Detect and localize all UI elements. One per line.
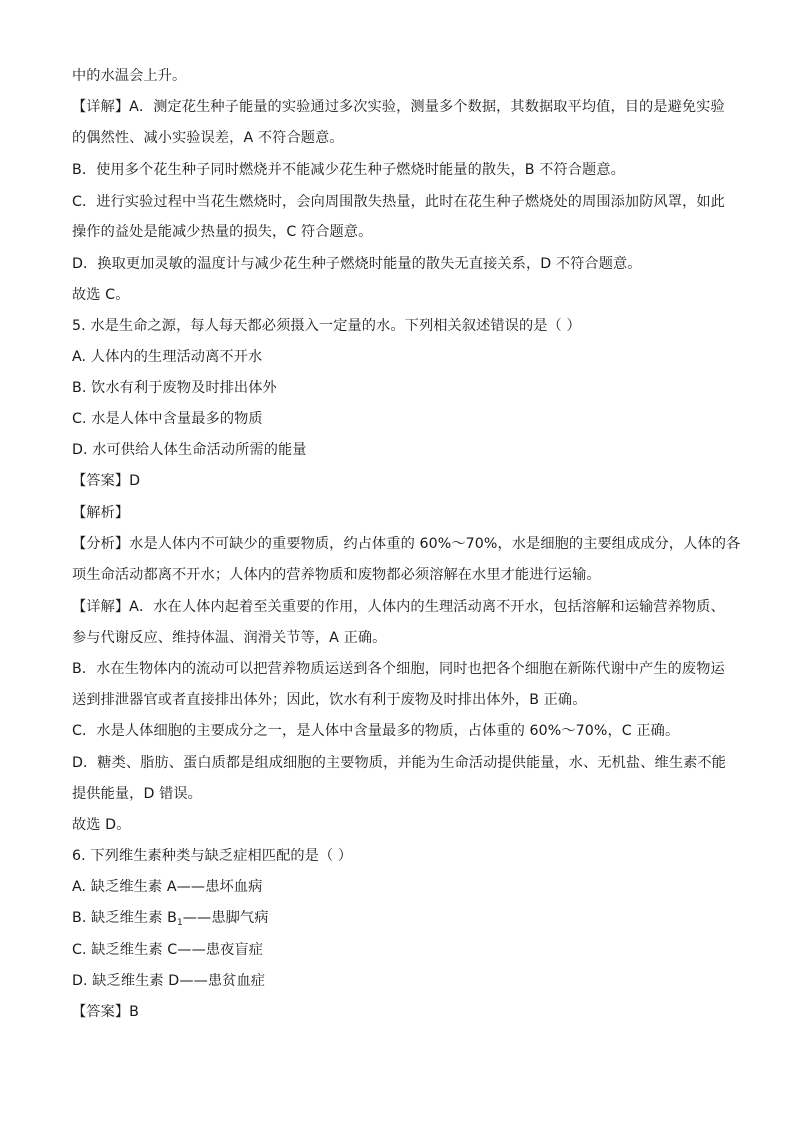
text-line: C．进行实验过程中当花生燃烧时，会向周围散失热量，此时在花生种子燃烧处的周围添加防风罩，如此 (72, 194, 725, 210)
question-5-option-b: B. 饮水有利于废物及时排出体外 (72, 380, 277, 396)
text-line: 中的水温会上升。 (72, 68, 187, 84)
question-6-answer: 【答案】B (72, 1004, 139, 1020)
text-line: 【分析】水是人体内不可缺少的重要物质，约占体重的 60%～70%，水是细胞的主要组成成分，人体的各 (72, 536, 741, 552)
text-line: 的偶然性、减小实验误差，A 不符合题意。 (72, 130, 344, 146)
option-b-suffix: ——患脚气病 (182, 910, 269, 926)
text-line: D．换取更加灵敏的温度计与减少花生种子燃烧时能量的散失无直接关系，D 不符合题意。 (72, 256, 642, 272)
question-6-option-d: D. 缺乏维生素 D——患贫血症 (72, 973, 266, 989)
text-line: C．水是人体细胞的主要成分之一，是人体中含量最多的物质，占体重的 60%～70%，C 正确。 (72, 723, 680, 739)
text-line: D．糖类、脂肪、蛋白质都是组成细胞的主要物质，并能为生命活动提供能量，水、无机盐、维生素不能 (72, 755, 726, 771)
text-line: B．使用多个花生种子同时燃烧并不能减少花生种子燃烧时能量的散失，B 不符合题意。 (72, 162, 625, 178)
text-line: 送到排泄器官或者直接排出体外；因此，饮水有利于废物及时排出体外，B 正确。 (72, 692, 587, 708)
text-line: 故选 D。 (72, 817, 131, 833)
question-6-stem: 6. 下列维生素种类与缺乏症相匹配的是（ ） (72, 848, 353, 864)
question-5-analysis-heading: 【解析】 (72, 505, 130, 521)
text-line: 【详解】A．测定花生种子能量的实验通过多次实验，测量多个数据，其数据取平均值，目的是避免实验 (72, 99, 725, 115)
text-line: 操作的益处是能减少热量的损失，C 符合题意。 (72, 224, 373, 240)
question-5-option-c: C. 水是人体中含量最多的物质 (72, 411, 263, 427)
text-line: 故选 C。 (72, 287, 130, 303)
question-6-option-c: C. 缺乏维生素 C——患夜盲症 (72, 942, 264, 958)
text-line: 项生命活动都离不开水；人体内的营养物质和废物都必须溶解在水里才能进行运输。 (72, 567, 601, 583)
text-line: 参与代谢反应、维持体温、润滑关节等，A 正确。 (72, 630, 387, 646)
text-line: 【详解】A．水在人体内起着至关重要的作用，人体内的生理活动离不开水，包括溶解和运输营养物质、 (72, 599, 725, 615)
question-6-option-b (72, 908, 269, 928)
text-line: B．水在生物体内的流动可以把营养物质运送到各个细胞，同时也把各个细胞在新陈代谢中产生的废物运 (72, 661, 725, 677)
text-line: 提供能量，D 错误。 (72, 786, 202, 802)
question-5-answer: 【答案】D (72, 473, 141, 489)
question-5-stem: 5. 水是生命之源，每人每天都必须摄入一定量的水。下列相关叙述错误的是（ ） (72, 318, 581, 334)
option-b-subscript: 1 (176, 918, 183, 928)
question-5-option-a: A. 人体内的生理活动离不开水 (72, 349, 263, 365)
question-6-option-a: A. 缺乏维生素 A——患坏血病 (72, 879, 263, 895)
option-b-prefix: B. 缺乏维生素 B (72, 910, 177, 926)
question-5-option-d: D. 水可供给人体生命活动所需的能量 (72, 442, 307, 458)
